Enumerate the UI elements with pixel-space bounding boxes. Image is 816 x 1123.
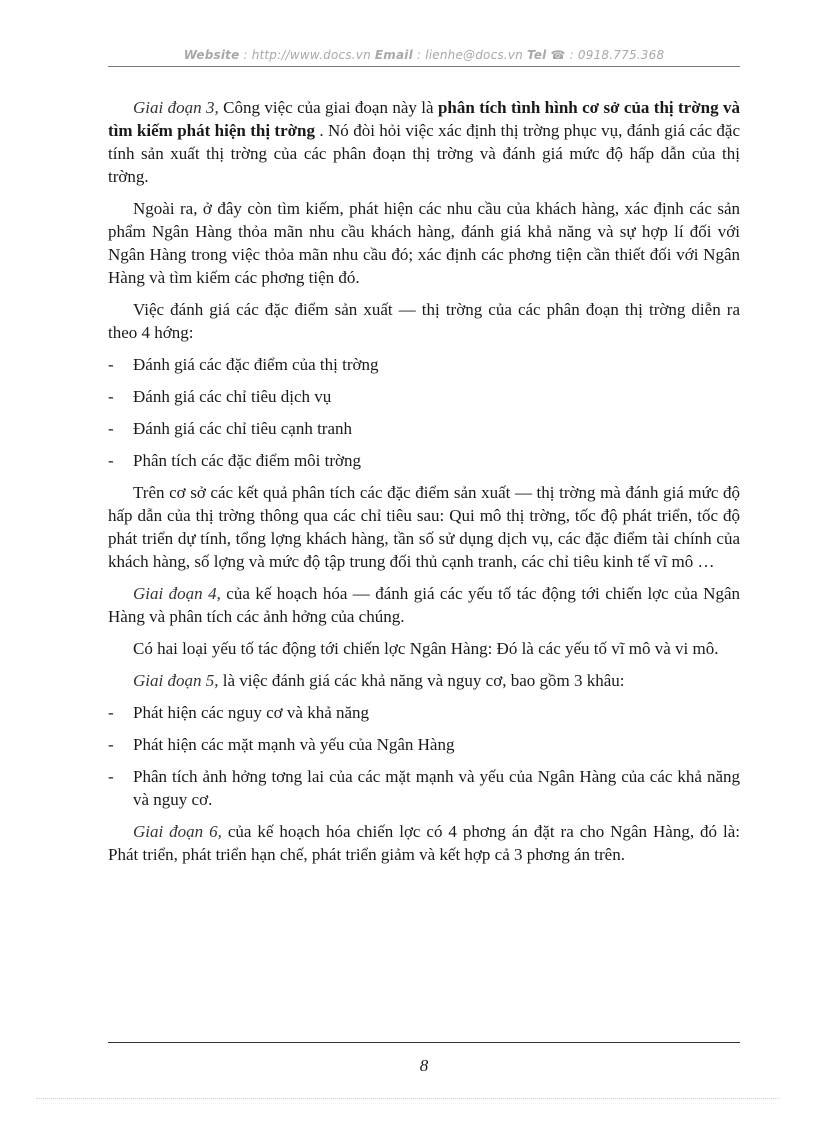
list-item-text: Đánh giá các đặc điểm của thị trờng [133, 355, 379, 374]
list-dash: - [108, 767, 114, 786]
stage-4-label: Giai đoạn 4, [133, 584, 221, 603]
paragraph-stage-3 [108, 96, 740, 188]
list-item [108, 701, 740, 724]
list-item [108, 385, 740, 408]
list-dash: - [108, 451, 114, 470]
list-item-text: Đánh giá các chỉ tiêu cạnh tranh [133, 419, 353, 438]
list-dash: - [108, 355, 114, 374]
website-label: Website [183, 48, 240, 62]
list-dash: - [108, 387, 114, 406]
page-number: 8 [419, 1056, 429, 1075]
list-item [108, 733, 740, 756]
email-value: : lienhe@docs.vn [412, 48, 527, 62]
stage-3-label: Giai đoạn 3, [133, 98, 219, 117]
stage-3-text-b: . Nó đòi hỏi việc xác định thị trờng phục vụ, đánh giá các đặc tính sản xuất thị trờng của các phân đoạn thị trờng và đánh giá mức độ hấp dẫn của thị trờng. [108, 121, 741, 186]
stage-6-text: của kế hoạch hóa chiến lợc có 4 phơng án đặt ra cho Ngân Hàng, đó là: Phát triển, phát triển hạn chế, phát triển giảm và kết hợp cả 3 phơng án trên. [108, 822, 740, 864]
stage-6-label: Giai đoạn 6, [133, 822, 222, 841]
paragraph-stage-4 [108, 582, 740, 628]
list-item-text: Phát hiện các nguy cơ và khả năng [133, 703, 370, 722]
paragraph-stage-5 [108, 669, 740, 692]
stage-3-emphasis: phân tích tình hình cơ sở của thị trờng và tìm kiếm phát hiện thị trờng [108, 98, 740, 140]
list-item [108, 765, 740, 811]
stage-3-text-a: Công việc của giai đoạn này là [218, 98, 438, 117]
footer-divider [108, 1042, 740, 1043]
list-dash: - [108, 419, 114, 438]
paragraph-factors: Có hai loại yếu tố tác động tới chiến lợc Ngân Hàng: Đó là các yếu tố vĩ mô và vi mô. [133, 639, 719, 658]
document-body [108, 96, 740, 875]
tel-value: ☎ : 0918.775.368 [546, 48, 665, 62]
paragraph-evaluation-directions: Việc đánh giá các đặc điểm sản xuất — thị trờng của các phân đoạn thị trờng diễn ra theo 4 hớng: [108, 300, 740, 342]
tel-label: Tel [526, 48, 547, 62]
list-item [108, 353, 740, 376]
list-item-text: Phân tích các đặc điểm môi trờng [133, 451, 362, 470]
paragraph-attractiveness: Trên cơ sở các kết quả phân tích các đặc điểm sản xuất — thị trờng mà đánh giá mức độ hấp dẫn của thị trờng thông qua các chỉ tiêu sau: Qui mô thị trờng, tốc độ phát triển, tốc độ phát triển dự tính, tổng lợng khách hàng, tần số sử dụng dịch vụ, các đặc điểm tài chính của khách hàng, số lợng và mức độ tập trung đối thủ cạnh tranh, các chỉ tiêu kinh tế vĩ mô … [108, 483, 740, 571]
stage-5-label: Giai đoạn 5, [133, 671, 219, 690]
list-dash: - [108, 735, 114, 754]
list-item [108, 417, 740, 440]
website-value: : http://www.docs.vn [239, 48, 375, 62]
list-item-text: Phân tích ảnh hởng tơng lai của các mặt mạnh và yếu của Ngân Hàng của các khả năng và nguy cơ. [133, 767, 740, 809]
list-item-text: Đánh giá các chỉ tiêu dịch vụ [133, 387, 332, 406]
paragraph-needs: Ngoài ra, ở đây còn tìm kiếm, phát hiện các nhu cầu của khách hàng, xác định các sản phẩm Ngân Hàng thỏa mãn nhu cầu khách hàng, đánh giá khả năng và sự hợp lí đối với Ngân Hàng trong việc thỏa mãn nhu cầu đó; xác định các phơng tiện cần thiết đối với Ngân Hàng và tìm kiếm các phơng tiện đó. [108, 199, 740, 287]
stage-4-text: của kế hoạch hóa — đánh giá các yếu tố tác động tới chiến lợc của Ngân Hàng và phân tích các ảnh hởng của chúng. [108, 584, 740, 626]
header-divider [108, 66, 740, 67]
page-header [108, 48, 740, 62]
page-bottom-border [36, 1098, 780, 1099]
list-item [108, 449, 740, 472]
email-label: Email [374, 48, 413, 62]
stage-5-text: là việc đánh giá các khả năng và nguy cơ, bao gồm 3 khâu: [218, 671, 625, 690]
list-item-text: Phát hiện các mặt mạnh và yếu của Ngân Hàng [133, 735, 455, 754]
paragraph-stage-6 [108, 820, 740, 866]
list-dash: - [108, 703, 114, 722]
